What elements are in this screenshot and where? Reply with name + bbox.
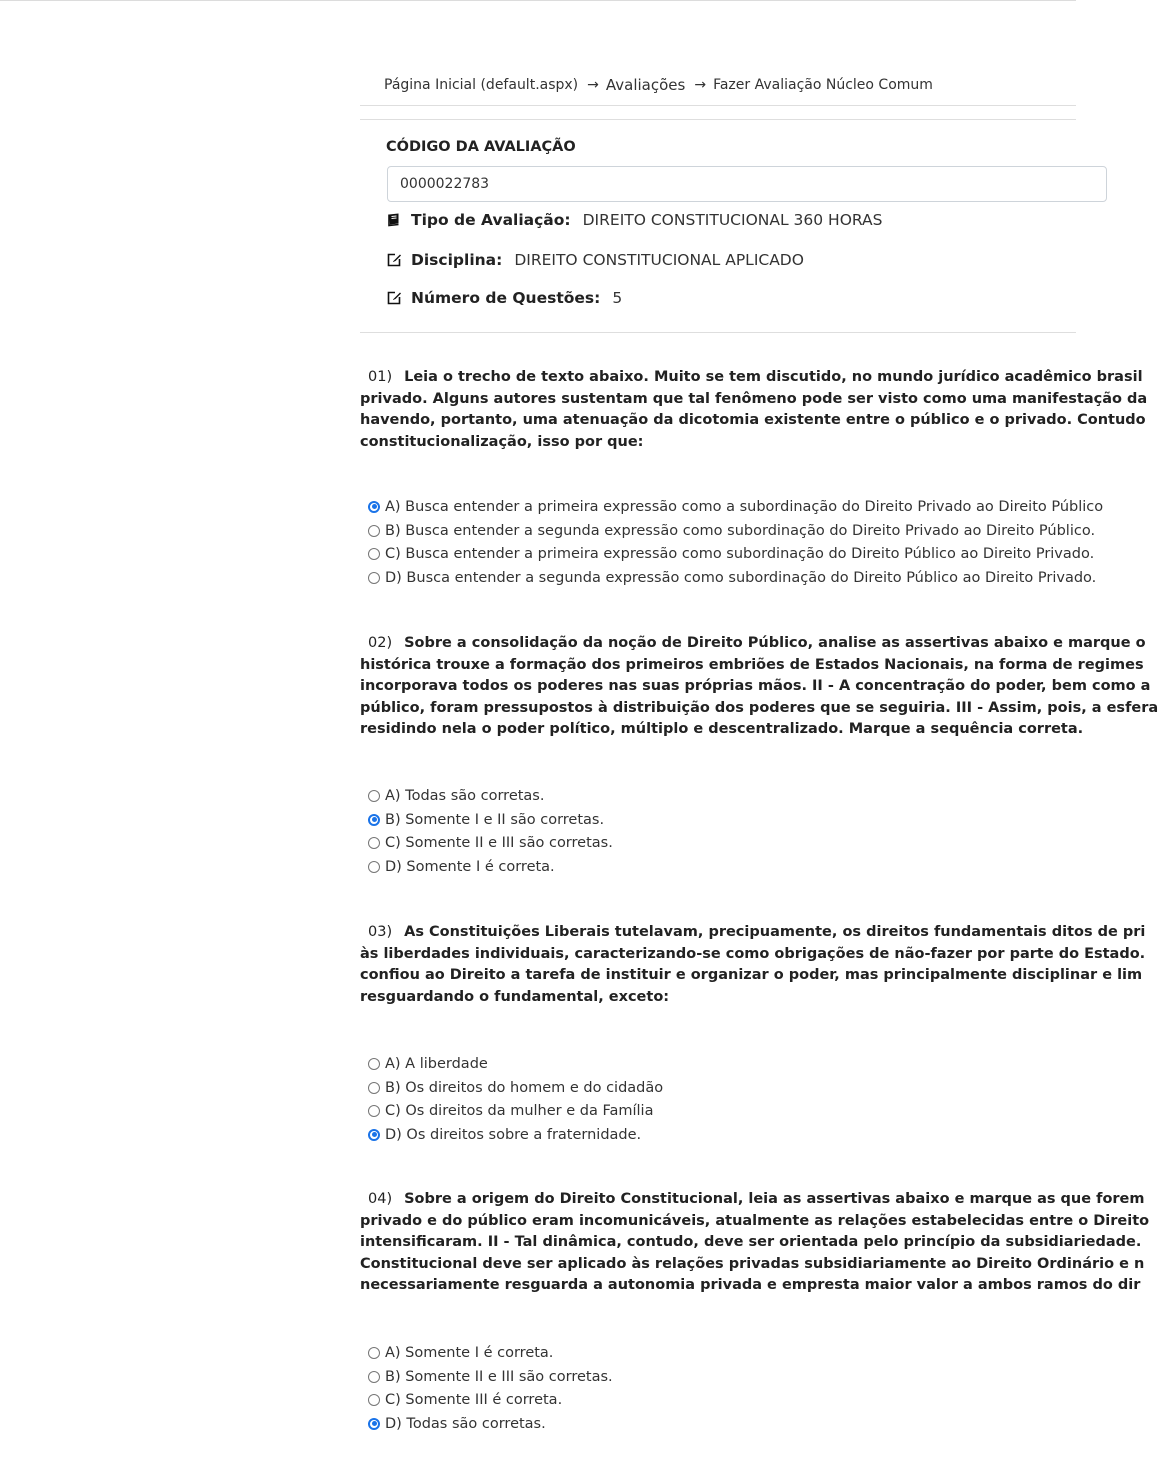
option-d[interactable]	[368, 855, 613, 879]
question-line: histórica trouxe a formação dos primeiros embriões de Estados Nacionais, na forma de regimes	[360, 656, 1144, 673]
radio-button[interactable]	[368, 790, 380, 802]
option-label: B) Somente I e II são corretas.	[385, 811, 605, 828]
breadcrumb-avaliacoes-link[interactable]: Avaliações	[605, 76, 686, 94]
question-line: resguardando o fundamental, exceto:	[360, 988, 670, 1005]
question-02-options	[368, 784, 613, 879]
option-a[interactable]	[368, 1341, 613, 1365]
option-d[interactable]	[368, 566, 1103, 590]
radio-button[interactable]	[368, 548, 380, 560]
numero-questoes-row	[386, 289, 622, 307]
tipo-label: Tipo de Avaliação:	[411, 211, 571, 229]
question-01-text	[360, 367, 1148, 453]
question-line: Constitucional deve ser aplicado às relações privadas subsidiariamente ao Direito Ordinário e n	[360, 1255, 1145, 1272]
option-label: D) Somente I é correta.	[385, 858, 555, 875]
question-line: 03) As Constituições Liberais tutelavam, precipuamente, os direitos fundamentais ditos de pri	[368, 924, 1146, 940]
disciplina-row	[386, 251, 804, 269]
tipo-value: DIREITO CONSTITUCIONAL 360 HORAS	[582, 211, 883, 229]
radio-button[interactable]	[368, 1129, 380, 1141]
option-label: C) Os direitos da mulher e da Família	[385, 1103, 654, 1120]
question-number: 01)	[368, 369, 393, 385]
option-a[interactable]	[368, 1052, 663, 1076]
option-c[interactable]	[368, 1099, 663, 1123]
disciplina-value: DIREITO CONSTITUCIONAL APLICADO	[514, 251, 804, 269]
breadcrumb-separator: →	[694, 77, 707, 93]
option-c[interactable]	[368, 1388, 613, 1412]
radio-button[interactable]	[368, 1347, 380, 1359]
option-label: D) Os direitos sobre a fraternidade.	[385, 1126, 642, 1143]
option-d[interactable]	[368, 1412, 613, 1436]
option-b[interactable]	[368, 1365, 613, 1389]
breadcrumb	[384, 76, 933, 94]
option-c[interactable]	[368, 542, 1103, 566]
question-01-options	[368, 495, 1103, 590]
edit-icon	[386, 290, 402, 306]
question-line: 02) Sobre a consolidação da noção de Direito Público, analise as assertivas abaixo e marque o	[368, 635, 1146, 651]
option-label: B) Busca entender a segunda expressão como subordinação do Direito Privado ao Direito Público.	[385, 522, 1096, 539]
divider	[360, 119, 1076, 120]
question-line: público, foram pressupostos à distribuição dos poderes que se seguiria. III - Assim, pois, a esfera	[360, 699, 1158, 716]
radio-button[interactable]	[368, 501, 380, 513]
option-label: C) Busca entender a primeira expressão como subordinação do Direito Público ao Direito Privado.	[385, 546, 1095, 563]
option-label: A) A liberdade	[385, 1055, 488, 1072]
question-line: 01) Leia o trecho de texto abaixo. Muito se tem discutido, no mundo jurídico acadêmico brasil	[368, 369, 1143, 385]
question-02-text	[360, 633, 1158, 741]
question-04-text	[360, 1189, 1150, 1297]
breadcrumb-home-link[interactable]: Página Inicial (default.aspx)	[384, 77, 579, 93]
code-label: CÓDIGO DA AVALIAÇÃO	[386, 139, 576, 155]
option-b[interactable]	[368, 519, 1103, 543]
option-label: B) Os direitos do homem e do cidadão	[385, 1079, 664, 1096]
divider	[360, 105, 1076, 106]
code-input[interactable]	[387, 166, 1107, 202]
edit-icon	[386, 252, 402, 268]
option-a[interactable]	[368, 784, 613, 808]
option-label: A) Todas são corretas.	[385, 787, 545, 804]
option-c[interactable]	[368, 831, 613, 855]
breadcrumb-separator: →	[587, 77, 599, 93]
option-label: B) Somente II e III são corretas.	[385, 1368, 613, 1385]
option-d[interactable]	[368, 1123, 663, 1147]
question-04-options	[368, 1341, 613, 1436]
question-line: confiou ao Direito a tarefa de instituir e organizar o poder, mas principalmente disciplinar e lim	[360, 967, 1143, 984]
option-label: D) Busca entender a segunda expressão como subordinação do Direito Público ao Direito Privado.	[385, 569, 1097, 586]
radio-button[interactable]	[368, 814, 380, 826]
question-line: necessariamente resguarda a autonomia privada e empresta maior valor a ambos ramos do dir	[360, 1277, 1141, 1294]
question-line: residindo nela o poder político, múltiplo e descentralizado. Marque a sequência correta.	[360, 721, 1084, 738]
question-03-text	[360, 922, 1146, 1008]
breadcrumb-current: Fazer Avaliação Núcleo Comum	[713, 77, 933, 93]
divider	[360, 332, 1076, 333]
radio-button[interactable]	[368, 837, 380, 849]
option-label: D) Todas são corretas.	[385, 1415, 546, 1432]
option-label: A) Somente I é correta.	[385, 1344, 554, 1361]
question-line: 04) Sobre a origem do Direito Constitucional, leia as assertivas abaixo e marque as que forem	[368, 1191, 1145, 1207]
book-icon	[386, 212, 402, 228]
numero-questoes-value: 5	[612, 289, 623, 307]
disciplina-label: Disciplina:	[411, 251, 503, 269]
question-line: privado e do público eram incomunicáveis, atualmente as relações estabelecidas entre o Direito	[360, 1212, 1150, 1229]
radio-button[interactable]	[368, 572, 380, 584]
question-03-options	[368, 1052, 663, 1147]
question-line: havendo, portanto, uma atenuação da dicotomia existente entre o público e o privado. Contudo	[360, 412, 1146, 429]
question-line: intensificaram. II - Tal dinâmica, contudo, deve ser orientada pelo princípio da subsidiariedade.	[360, 1234, 1142, 1251]
tipo-avaliacao-row	[386, 211, 882, 229]
radio-button[interactable]	[368, 1394, 380, 1406]
question-line: às liberdades individuais, caracterizando-se como obrigações de não-fazer por parte do Estado.	[360, 945, 1146, 962]
option-b[interactable]	[368, 808, 613, 832]
radio-button[interactable]	[368, 861, 380, 873]
radio-button[interactable]	[368, 1105, 380, 1117]
option-label: A) Busca entender a primeira expressão como a subordinação do Direito Privado ao Direito Público	[385, 498, 1104, 515]
radio-button[interactable]	[368, 1418, 380, 1430]
question-line: privado. Alguns autores sustentam que tal fenômeno pode ser visto como uma manifestação da	[360, 390, 1148, 407]
question-number: 04)	[368, 1191, 393, 1207]
radio-button[interactable]	[368, 525, 380, 537]
top-border	[0, 0, 1076, 1]
question-number: 02)	[368, 635, 393, 651]
question-line: incorporava todos os poderes nas suas próprias mãos. II - A concentração do poder, bem como a	[360, 678, 1151, 695]
option-a[interactable]	[368, 495, 1103, 519]
option-label: C) Somente II e III são corretas.	[385, 835, 613, 852]
question-number: 03)	[368, 924, 393, 940]
radio-button[interactable]	[368, 1082, 380, 1094]
question-line: constitucionalização, isso por que:	[360, 433, 644, 450]
numero-questoes-label: Número de Questões:	[411, 289, 601, 307]
option-label: C) Somente III é correta.	[385, 1392, 563, 1409]
radio-button[interactable]	[368, 1371, 380, 1383]
option-b[interactable]	[368, 1076, 663, 1100]
radio-button[interactable]	[368, 1058, 380, 1070]
